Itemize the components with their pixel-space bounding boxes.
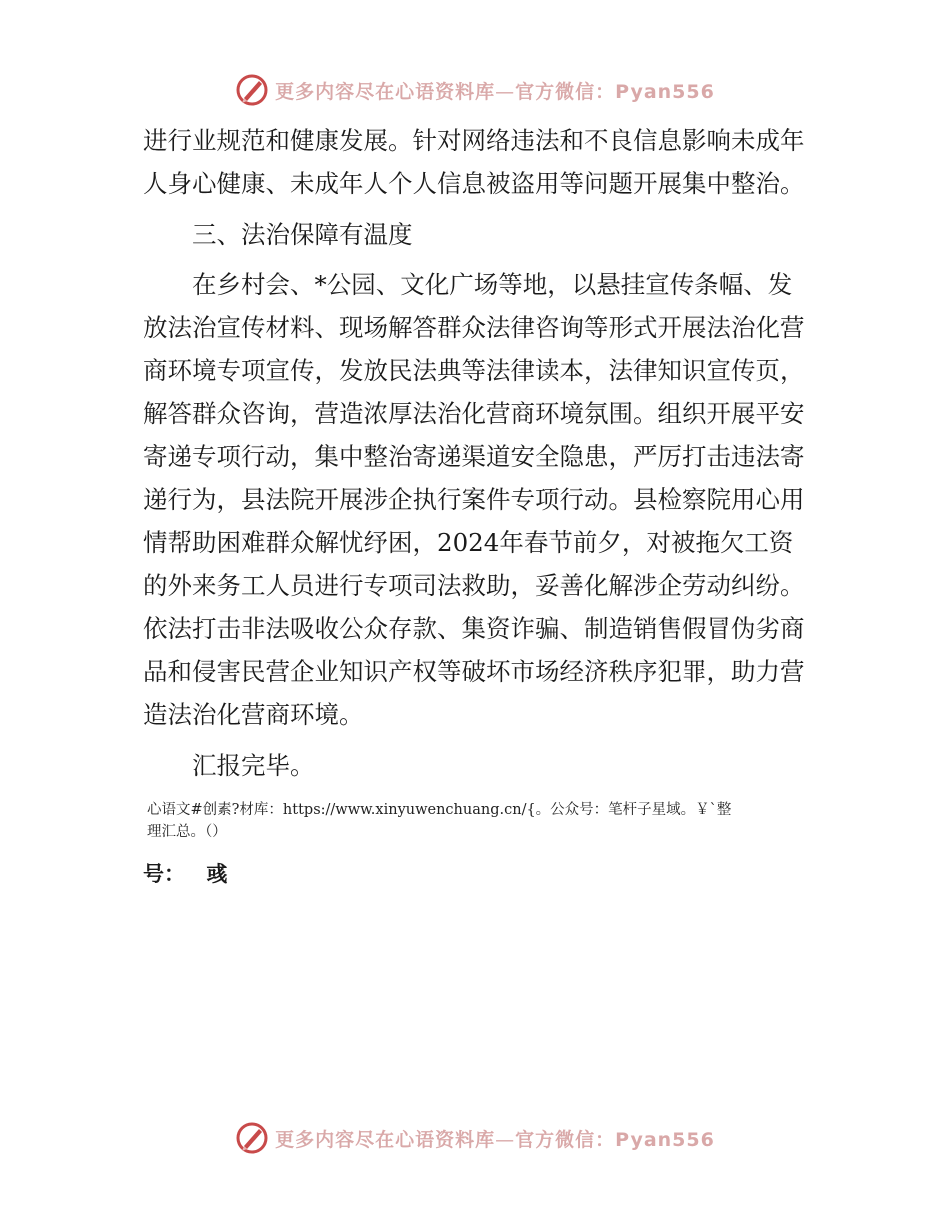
closing-line: 汇报完毕。 (192, 751, 315, 780)
body-line: 递行为，县法院开展涉企执行案件专项行动。县检察院用心用 (143, 485, 805, 514)
body-line: 情帮助困难群众解忧纾困，2024年春节前夕，对被拖欠工资 (143, 528, 794, 557)
pen-logo-icon (235, 1121, 269, 1155)
body-line: 在乡村会、*公园、文化广场等地，以悬挂宣传条幅、发 (192, 270, 793, 299)
body-line: 的外来务工人员进行专项司法救助，妥善化解涉企劳动纠纷。 (143, 571, 805, 600)
footnote-line: 理汇总。（） (147, 824, 227, 840)
footer-banner (0, 1118, 950, 1158)
body-line: 进行业规范和健康发展。针对网络违法和不良信息影响未成年 (143, 126, 805, 155)
banner-contact: 官方微信：Pyan556 (515, 1128, 715, 1151)
body-line: 寄递专项行动，集中整治寄递渠道安全隐患，严厉打击违法寄 (143, 442, 805, 471)
body-line: 造法治化营商环境。 (143, 700, 364, 729)
banner-contact: 官方微信：Pyan556 (515, 80, 715, 103)
banner-title: 更多内容尽在心语资料库 (275, 1128, 496, 1151)
body-line: 放法治宣传材料、现场解答群众法律咨询等形式开展法治化营 (143, 313, 805, 342)
body-line: 解答群众咨询，营造浓厚法治化营商环境氛围。组织开展平安 (143, 399, 805, 428)
body-line: 依法打击非法吸收公众存款、集资诈骗、制造销售假冒伪劣商 (143, 614, 805, 643)
footnote-line: 心语文#创素?材库：https://www.xinyuwenchuang.cn/{。公众号：笔杆子星域。￥`整 (147, 802, 732, 818)
meta-value: 彧 (206, 862, 228, 886)
banner-text (275, 1125, 715, 1152)
banner-separator: — (495, 80, 516, 103)
header-banner (0, 70, 950, 110)
banner-text (275, 77, 715, 104)
body-line: 品和侵害民营企业知识产权等破坏市场经济秩序犯罪，助力营 (143, 657, 805, 686)
section-heading: 三、法治保障有温度 (192, 220, 413, 249)
meta-label: 号： (143, 862, 185, 886)
body-line: 人身心健康、未成年人个人信息被盗用等问题开展集中整治。 (143, 169, 805, 198)
meta-field (143, 858, 227, 888)
banner-separator: — (495, 1128, 516, 1151)
body-line: 商环境专项宣传，发放民法典等法律读本，法律知识宣传页， (143, 356, 805, 385)
pen-logo-icon (235, 73, 269, 107)
banner-title: 更多内容尽在心语资料库 (275, 80, 496, 103)
